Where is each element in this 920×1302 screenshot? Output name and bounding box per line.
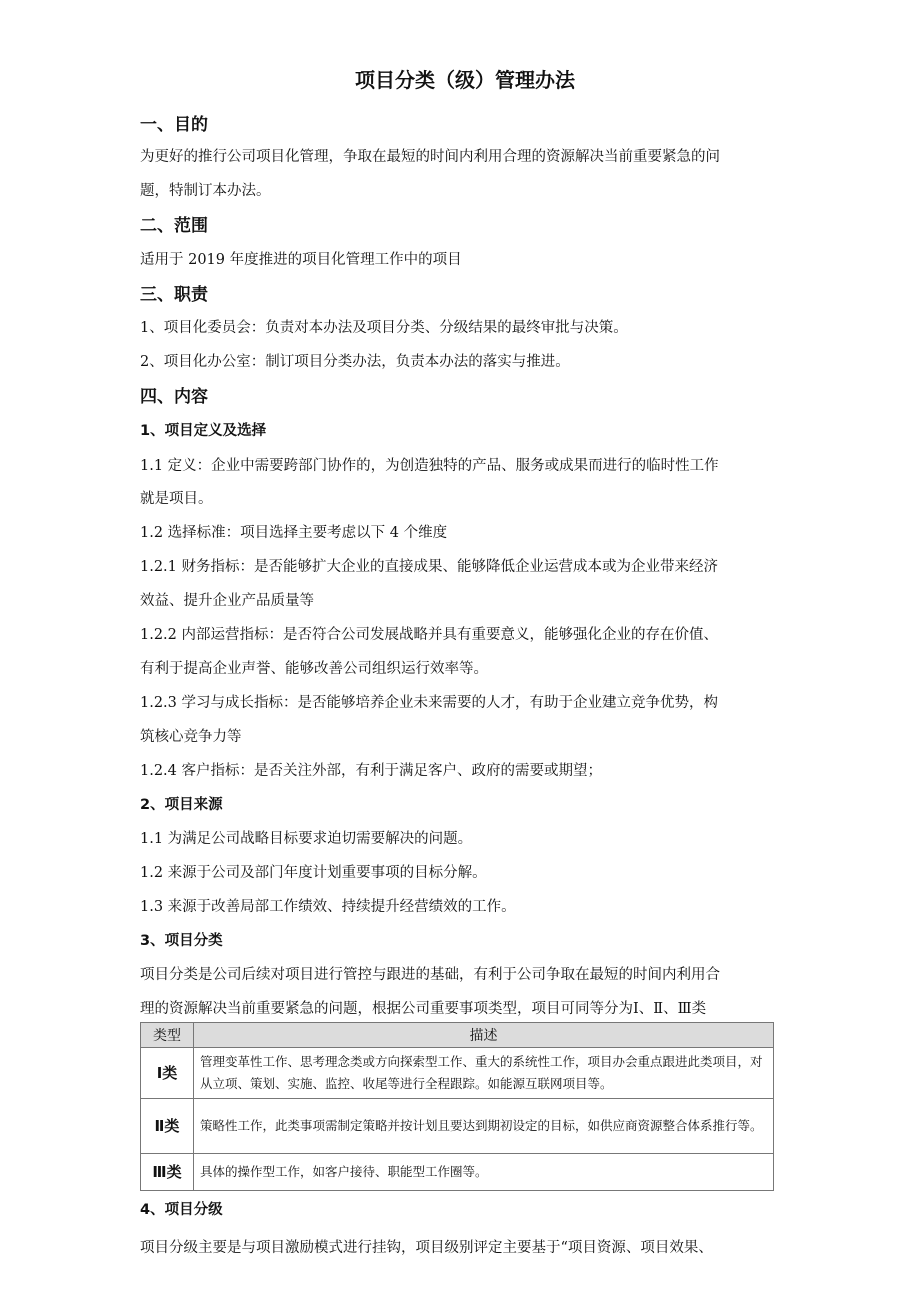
criterion-2-line-2: 有利于提高企业声誉、能够改善公司组织运行效率等。 xyxy=(140,661,488,677)
subsection-heading-definition: 1、项目定义及选择 xyxy=(140,423,267,439)
criterion-3-line-1: 1.2.3 学习与成长指标：是否能够培养企业未来需要的人才，有助于企业建立竞争优势，构 xyxy=(140,695,718,711)
duty-item-2: 2、项目化办公室：制订项目分类办法，负责本办法的落实与推进。 xyxy=(140,354,570,370)
table-row xyxy=(141,1048,774,1099)
source-item-3: 1.3 来源于改善局部工作绩效、持续提升经营绩效的工作。 xyxy=(140,899,516,915)
subsection-heading-grading: 4、项目分级 xyxy=(140,1202,223,1218)
subsection-heading-classification: 3、项目分类 xyxy=(140,933,223,949)
subsection-heading-source: 2、项目来源 xyxy=(140,797,223,813)
description-cell: 具体的操作型工作，如客户接待、职能型工作圈等。 xyxy=(194,1154,774,1191)
scope-text: 适用于 2019 年度推进的项目化管理工作中的项目 xyxy=(140,252,462,268)
table-row xyxy=(141,1099,774,1154)
type-cell: Ⅰ类 xyxy=(141,1048,194,1099)
classification-line-1: 项目分类是公司后续对项目进行管控与跟进的基础，有利于公司争取在最短的时间内利用合 xyxy=(140,967,720,983)
source-item-1: 1.1 为满足公司战略目标要求迫切需要解决的问题。 xyxy=(140,831,473,847)
definition-line-2: 就是项目。 xyxy=(140,491,213,507)
criteria-intro: 1.2 选择标准：项目选择主要考虑以下 4 个维度 xyxy=(140,525,448,541)
section-heading-scope: 二、范围 xyxy=(140,216,208,236)
section-heading-purpose: 一、目的 xyxy=(140,115,208,135)
source-item-2: 1.2 来源于公司及部门年度计划重要事项的目标分解。 xyxy=(140,865,487,881)
classification-table xyxy=(140,1022,774,1191)
section-heading-content: 四、内容 xyxy=(140,387,208,407)
description-cell: 策略性工作，此类事项需制定策略并按计划且要达到期初设定的目标，如供应商资源整合体系推行等。 xyxy=(194,1099,774,1154)
criterion-1-line-2: 效益、提升企业产品质量等 xyxy=(140,593,314,609)
description-cell: 管理变革性工作、思考理念类或方向探索型工作、重大的系统性工作，项目办会重点跟进此类项目，对从立项、策划、实施、监控、收尾等进行全程跟踪。如能源互联网项目等。 xyxy=(194,1048,774,1099)
grading-line-1: 项目分级主要是与项目激励模式进行挂钩，项目级别评定主要基于“项目资源、项目效果、 xyxy=(140,1240,713,1256)
purpose-text-line-2: 题，特制订本办法。 xyxy=(140,183,271,199)
type-cell: Ⅱ类 xyxy=(141,1099,194,1154)
document-page xyxy=(140,0,790,1302)
purpose-text-line-1: 为更好的推行公司项目化管理，争取在最短的时间内利用合理的资源解决当前重要紧急的问 xyxy=(140,149,720,165)
table-header-type: 类型 xyxy=(141,1023,194,1048)
table-row xyxy=(141,1154,774,1191)
criterion-1-line-1: 1.2.1 财务指标：是否能够扩大企业的直接成果、能够降低企业运营成本或为企业带来经济 xyxy=(140,559,718,575)
duty-item-1: 1、项目化委员会：负责对本办法及项目分类、分级结果的最终审批与决策。 xyxy=(140,320,628,336)
classification-line-2: 理的资源解决当前重要紧急的问题，根据公司重要事项类型，项目可同等分为Ⅰ、Ⅱ、Ⅲ类 xyxy=(140,1001,707,1017)
table-header-description: 描述 xyxy=(194,1023,774,1048)
type-cell: Ⅲ类 xyxy=(141,1154,194,1191)
definition-line-1: 1.1 定义：企业中需要跨部门协作的，为创造独特的产品、服务或成果而进行的临时性工作 xyxy=(140,458,719,474)
criterion-2-line-1: 1.2.2 内部运营指标：是否符合公司发展战略并具有重要意义，能够强化企业的存在价值、 xyxy=(140,627,718,643)
section-heading-duties: 三、职责 xyxy=(140,285,208,305)
criterion-3-line-2: 筑核心竞争力等 xyxy=(140,729,242,745)
document-title: 项目分类（级）管理办法 xyxy=(355,68,575,92)
criterion-4: 1.2.4 客户指标：是否关注外部，有利于满足客户、政府的需要或期望； xyxy=(140,763,603,779)
